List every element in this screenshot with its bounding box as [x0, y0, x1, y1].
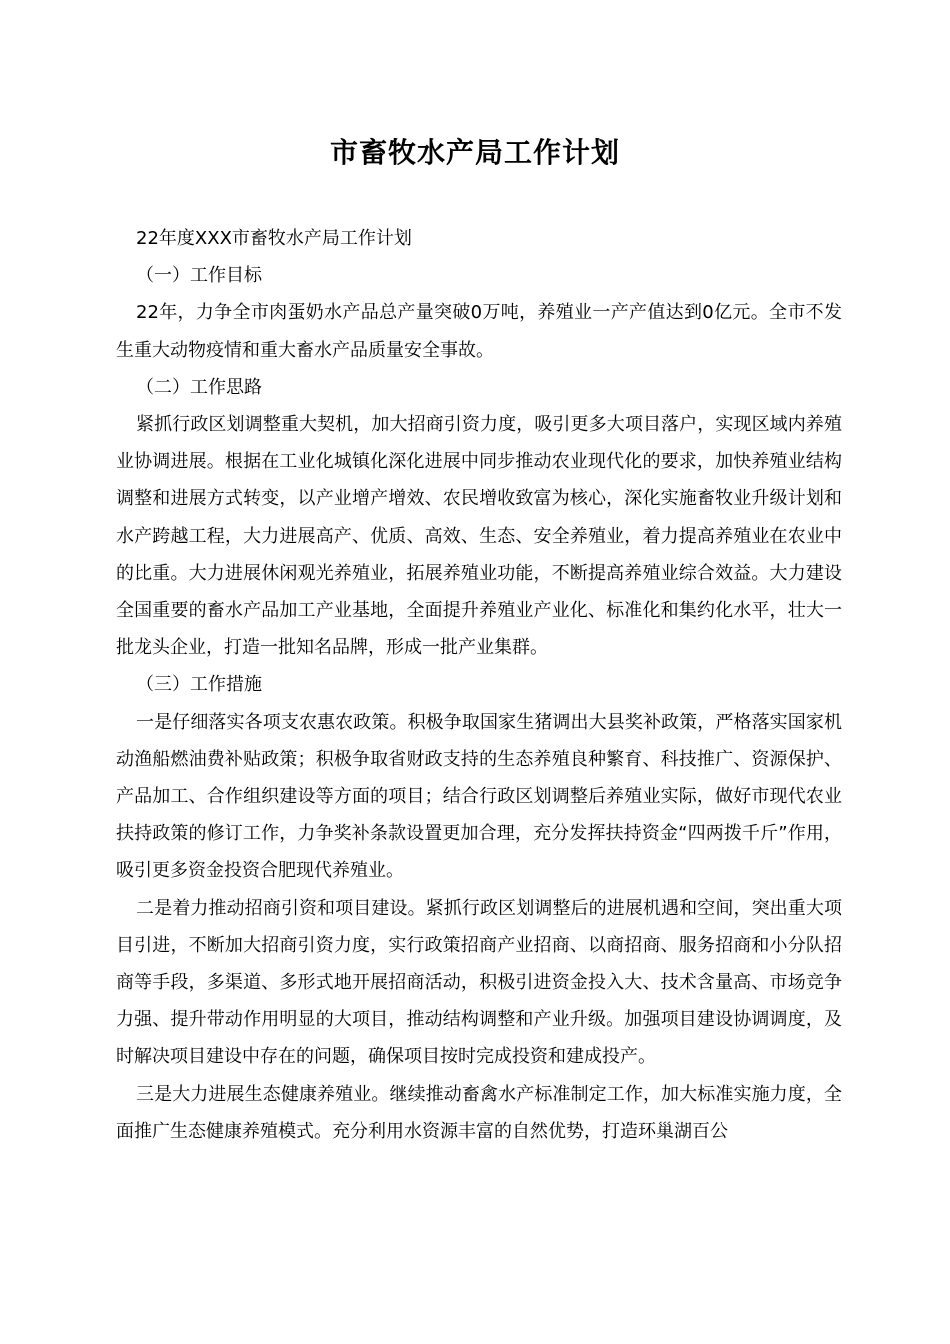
paragraph-approach: 紧抓行政区划调整重大契机，加大招商引资力度，吸引更多大项目落户，实现区域内养殖业协调进展。根据在工业化城镇化深化进展中同步推动农业现代化的要求，加快养殖业结构调整和进展方式转变，以产业增产增效、农民增收致富为核心，深化实施畜牧业升级计划和水产跨越工程，大力进展高产、优质、高效、生态、安全养殖业，着力提高养殖业在农业中的比重。大力进展休闲观光养殖业，拓展养殖业功能，不断提高养殖业综合效益。大力建设全国重要的畜水产品加工产业基地，全面提升养殖业产业化、标准化和集约化水平，壮大一批龙头企业，打造一批知名品牌，形成一批产业集群。 [116, 414, 842, 659]
document-body [116, 220, 842, 1150]
paragraph-measure-1: 一是仔细落实各项支农惠农政策。积极争取国家生猪调出大县奖补政策，严格落实国家机动渔船燃油费补贴政策；积极争取省财政支持的生态养殖良种繁育、科技推广、资源保护、产品加工、合作组织建设等方面的项目；结合行政区划调整后养殖业实际，做好市现代农业扶持政策的修订工作，力争奖补条款设置更加合理，充分发挥扶持资金“四两拨千斤”作用，吸引更多资金投资合肥现代养殖业。 [116, 711, 842, 882]
section-heading-measures: （三）工作措施 [136, 674, 262, 696]
section-heading-goals: （一）工作目标 [136, 265, 262, 287]
section-heading-approach: （二）工作思路 [136, 376, 262, 398]
document-title: 市畜牧水产局工作计划 [329, 136, 620, 169]
paragraph-goals: 22年，力争全市肉蛋奶水产品总产量突破0万吨，养殖业一产产值达到0亿元。全市不发生重大动物疫情和重大畜水产品质量安全事故。 [116, 302, 842, 361]
paragraph-measure-2: 二是着力推动招商引资和项目建设。紧抓行政区划调整后的进展机遇和空间，突出重大项目引进，不断加大招商引资力度，实行政策招商产业招商、以商招商、服务招商和小分队招商等手段，多渠道、多形式地开展招商活动，积极引进资金投入大、技术含量高、市场竞争力强、提升带动作用明显的大项目，推动结构调整和产业升级。加强项目建设协调调度，及时解决项目建设中存在的问题，确保项目按时完成投资和建成投产。 [116, 897, 842, 1068]
document-subtitle-line: 22年度XXX市畜牧水产局工作计划 [136, 228, 412, 249]
paragraph-measure-3: 三是大力进展生态健康养殖业。继续推动畜禽水产标准制定工作，加大标准实施力度，全面推广生态健康养殖模式。充分利用水资源丰富的自然优势，打造环巢湖百公 [116, 1083, 842, 1142]
